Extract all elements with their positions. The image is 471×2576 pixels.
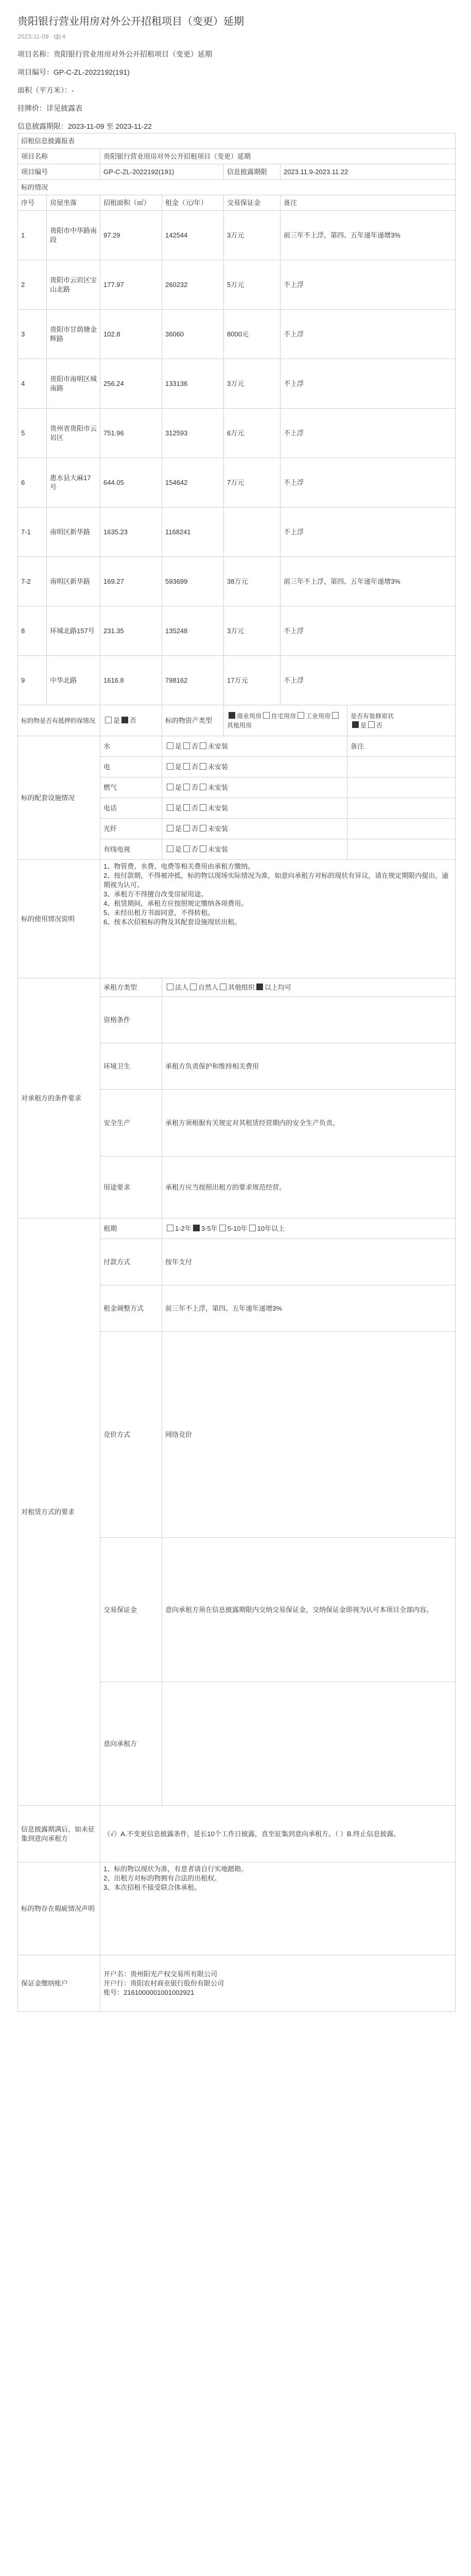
defect-item: 3、本次招租不接受联合体承租。 <box>103 1884 201 1891</box>
cell-deposit: 3万元 <box>224 606 281 656</box>
cell-note: 不上浮 <box>281 409 456 458</box>
info-line: 项目编号：GP-C-ZL-2022192(191) <box>18 68 130 76</box>
checkbox[interactable] <box>200 742 206 749</box>
expiry-text: （√）A.不变更信息披露条件，延长10个工作日披露，直至征集到意向承租方。（ ）B.终止信息披露。 <box>100 1806 456 1862</box>
term-label: 1-2年 <box>175 1224 191 1232</box>
facility-row <box>18 736 456 757</box>
cell-rent: 135248 <box>162 606 224 656</box>
cell-loc: 环城北路157号 <box>47 606 100 656</box>
cell-note: 不上浮 <box>281 260 456 310</box>
checkbox[interactable] <box>167 742 173 749</box>
term-label: 10年以上 <box>257 1224 285 1232</box>
cell-rent: 133136 <box>162 359 224 409</box>
cell-area: 102.8 <box>100 310 162 359</box>
label-facilities: 标的配套设施情况 <box>18 736 100 860</box>
col-header: 房屋坐落 <box>47 195 100 211</box>
facility-name: 光纤 <box>100 819 162 839</box>
eye-icon <box>54 35 61 39</box>
col-header: 备注 <box>281 195 456 211</box>
facility-name: 燃气 <box>100 777 162 798</box>
facility-opts <box>162 777 347 798</box>
label-decor: 是否有装修原状 <box>351 712 394 720</box>
opt-no: 否 <box>376 721 383 729</box>
label-use: 用途要求 <box>100 1157 162 1218</box>
checkbox[interactable] <box>183 763 190 770</box>
opt-yes: 是 <box>113 716 120 724</box>
opt-label: 是 <box>175 804 182 812</box>
label-expiry: 信息披露期满后，如未征集到意向承租方 <box>18 1806 100 1862</box>
info-line: 信息披露期限：2023-11-09 至 2023-11-22 <box>18 122 152 130</box>
account-bank: 开户行：贵阳农村商业银行股份有限公司 <box>103 1979 224 1987</box>
opt-label: 否 <box>191 824 199 833</box>
facility-remark <box>347 839 456 860</box>
type-label: 以上均可 <box>265 983 292 991</box>
type-label: 法人 <box>175 983 189 991</box>
cell-no: 8 <box>18 606 47 656</box>
cell-no: 6 <box>18 458 47 507</box>
cell-note: 不上浮 <box>281 656 456 705</box>
facility-name: 电话 <box>100 798 162 819</box>
cell-rent: 142544 <box>162 211 224 260</box>
cell-loc: 惠水县大麻17号 <box>47 458 100 507</box>
opt-label: 否 <box>191 804 199 812</box>
opt-label: 是 <box>175 742 182 750</box>
table-row <box>18 359 456 409</box>
cell-deposit: 3万元 <box>224 359 281 409</box>
cell-loc: 贵州省贵阳市云岩区 <box>47 409 100 458</box>
cell-deposit: 17万元 <box>224 656 281 705</box>
checkbox[interactable] <box>368 721 375 728</box>
checkbox[interactable] <box>167 825 173 832</box>
mortgage-opts <box>100 705 162 736</box>
cell-no: 3 <box>18 310 47 359</box>
method: 网络竞价 <box>162 1332 456 1538</box>
defect-item: 1、标的物以现状为准，有意者请自行实地踏勘。 <box>103 1865 248 1873</box>
cell-deposit: 7万元 <box>224 458 281 507</box>
opt-label: 是 <box>175 762 182 771</box>
checkbox[interactable] <box>220 984 226 990</box>
table-row <box>18 310 456 359</box>
table-row <box>18 458 456 507</box>
checkbox[interactable] <box>352 721 359 728</box>
col-header: 交易保证金 <box>224 195 281 211</box>
label-requirements: 对承租方的条件要求 <box>18 978 100 1218</box>
opt-label: 未安装 <box>208 845 229 853</box>
checkbox[interactable] <box>200 825 206 832</box>
cell-rent: 1168241 <box>162 507 224 557</box>
checkbox[interactable] <box>167 784 173 790</box>
targets-header <box>18 195 456 211</box>
cell-deposit: 8000元 <box>224 310 281 359</box>
project-name: 贵阳银行营业用房对外公开招租项目（变更）延期 <box>100 149 456 164</box>
label-rules: 租金调整方式 <box>100 1285 162 1332</box>
publish-date: 2023-11-09 <box>18 33 49 40</box>
facility-name: 水 <box>100 736 162 757</box>
term-label: 3-5年 <box>201 1224 218 1232</box>
project-no: GP-C-ZL-2022192(191) <box>100 164 224 180</box>
label-safety: 安全生产 <box>100 1090 162 1157</box>
env: 承租方负责保护和维持相关费用 <box>162 1043 456 1090</box>
page-title: 贵阳银行营业用房对外公开招租项目（变更）延期 <box>18 16 244 27</box>
account-info <box>100 1955 456 2012</box>
cell-note: 不上浮 <box>281 606 456 656</box>
asset-types <box>224 705 347 736</box>
table-row <box>18 557 456 606</box>
req-types <box>162 978 456 997</box>
cell-note: 前三年不上浮，第四、五年递年递增3% <box>281 211 456 260</box>
opt-yes: 是 <box>360 721 367 729</box>
usage-item: 3、承租方不得擅自改变房屋用途。 <box>103 890 208 898</box>
cell-area: 256.24 <box>100 359 162 409</box>
facilities-body <box>18 736 456 860</box>
defects-text <box>100 1862 456 1955</box>
opt-label: 否 <box>191 845 199 853</box>
facility-remark: 备注 <box>347 736 456 757</box>
type-label: 工业用房 <box>306 712 331 720</box>
checkbox[interactable] <box>298 712 304 719</box>
account-name: 开户名：贵州阳光产权交易所有限公司 <box>103 1970 218 1978</box>
col-header: 序号 <box>18 195 47 211</box>
cell-area: 169.27 <box>100 557 162 606</box>
cell-area: 177.97 <box>100 260 162 310</box>
cell-loc: 贵阳市云岩区宝山北路 <box>47 260 100 310</box>
checkbox[interactable] <box>167 1225 173 1231</box>
opt-label: 未安装 <box>208 824 229 833</box>
checkbox[interactable] <box>249 1225 256 1231</box>
info-lines <box>18 49 456 131</box>
type-label: 其他用房 <box>227 721 252 729</box>
cell-no: 1 <box>18 211 47 260</box>
table-row <box>18 507 456 557</box>
info-line: 面积（平方米）：- <box>18 86 74 94</box>
table-row <box>18 606 456 656</box>
table-row <box>18 260 456 310</box>
checkbox[interactable] <box>190 984 197 990</box>
label-bidder: 意向承租方 <box>100 1682 162 1806</box>
facility-opts <box>162 757 347 777</box>
opt-label: 否 <box>191 742 199 750</box>
cell-rent: 154642 <box>162 458 224 507</box>
checkbox[interactable] <box>183 845 190 852</box>
checkbox[interactable] <box>121 717 128 723</box>
label-defects: 标的物存在瑕疵情况声明 <box>18 1862 100 1955</box>
checkbox[interactable] <box>167 984 173 990</box>
checkbox[interactable] <box>200 784 206 790</box>
opt-no: 否 <box>130 716 137 724</box>
label-deposit: 交易保证金 <box>100 1538 162 1682</box>
table-row <box>18 211 456 260</box>
cell-note: 不上浮 <box>281 458 456 507</box>
facility-remark <box>347 819 456 839</box>
account-no: 账号：2161000001001002921 <box>103 1988 195 1996</box>
label-asset-type: 标的物资产类型 <box>162 705 224 736</box>
disclosure-table <box>18 133 456 2012</box>
cell-loc: 贵阳市中华路南段 <box>47 211 100 260</box>
cell-no: 2 <box>18 260 47 310</box>
use-req: 承租方应当按照出租方的要求规范经营。 <box>162 1157 456 1218</box>
opt-label: 否 <box>191 783 199 791</box>
cell-no: 7-2 <box>18 557 47 606</box>
header <box>0 0 471 131</box>
cell-rent: 36060 <box>162 310 224 359</box>
label-project-no: 项目编号 <box>18 164 100 180</box>
views-count: 4 <box>62 33 66 40</box>
cell-rent: 593699 <box>162 557 224 606</box>
label-account: 保证金缴纳账户 <box>18 1955 100 2012</box>
disclosure-table-wrap <box>18 133 455 2012</box>
cell-no: 9 <box>18 656 47 705</box>
term-opts <box>162 1218 456 1239</box>
checkbox[interactable] <box>256 984 263 990</box>
opt-label: 否 <box>191 762 199 771</box>
cell-no: 5 <box>18 409 47 458</box>
cell-loc: 贵阳市甘荫塘金辉路 <box>47 310 100 359</box>
facility-opts <box>162 736 347 757</box>
usage-item: 6、按本次招租标的物及其配套设施现状出租。 <box>103 918 241 926</box>
rules: 前三年不上浮，第四、五年递年递增3% <box>162 1285 456 1332</box>
facility-remark <box>347 757 456 777</box>
label-lease: 对租赁方式的要求 <box>18 1218 100 1806</box>
usage-item: 2、按付款期，不得被冲抵，标的物以现场实际情况为准，如意向承租方对标的现状有异议，请在规定期限内提出，逾期视为认可。 <box>103 872 449 889</box>
targets-body <box>18 211 456 705</box>
opt-label: 未安装 <box>208 742 229 750</box>
label-env: 环境卫生 <box>100 1043 162 1090</box>
checkbox[interactable] <box>105 717 112 723</box>
cell-rent: 798162 <box>162 656 224 705</box>
cell-area: 1635.23 <box>100 507 162 557</box>
cell-area: 97.29 <box>100 211 162 260</box>
cell-area: 644.05 <box>100 458 162 507</box>
cell-note: 前三年不上浮，第四、五年递年递增3% <box>281 557 456 606</box>
label-usage: 标的使用情况说明 <box>18 860 100 978</box>
table-header: 招租信息披露报表 <box>18 133 456 149</box>
opt-label: 是 <box>175 845 182 853</box>
checkbox[interactable] <box>167 804 173 811</box>
table-row <box>18 409 456 458</box>
usage-text <box>100 860 456 978</box>
deposit-rule: 意向承租方须在信息披露期限内交纳交易保证金，交纳保证金即视为认可本项目全部内容。 <box>162 1538 456 1682</box>
pay: 按年支付 <box>162 1239 456 1285</box>
section-targets: 标的情况 <box>18 180 456 195</box>
type-label: 住宅用房 <box>271 712 296 720</box>
label-method: 竞价方式 <box>100 1332 162 1538</box>
label-term: 租期 <box>100 1218 162 1239</box>
usage-item: 5、未经出租方书面同意，不得转租。 <box>103 909 215 917</box>
defect-item: 2、出租方对标的物拥有合法的出租权。 <box>103 1874 221 1882</box>
type-label: 自然人 <box>198 983 219 991</box>
cell-no: 7-1 <box>18 507 47 557</box>
info-line: 项目名称：贵阳银行营业用房对外公开招租项目（变更）延期 <box>18 50 212 58</box>
cell-rent: 312593 <box>162 409 224 458</box>
views <box>54 33 66 40</box>
safety: 承租方须根据有关规定对其租赁经营期内的安全生产负责。 <box>162 1090 456 1157</box>
cell-loc: 贵阳市南明区城南路 <box>47 359 100 409</box>
cell-note: 不上浮 <box>281 359 456 409</box>
facility-name: 有线电视 <box>100 839 162 860</box>
type-label: 商业用房 <box>237 712 262 720</box>
checkbox[interactable] <box>229 712 235 719</box>
checkbox[interactable] <box>200 804 206 811</box>
checkbox[interactable] <box>167 763 173 770</box>
checkbox[interactable] <box>332 712 339 719</box>
opt-label: 是 <box>175 783 182 791</box>
cell-deposit: 6万元 <box>224 409 281 458</box>
label-period: 信息披露期限 <box>224 164 281 180</box>
label-project-name: 项目名称 <box>18 149 100 164</box>
opt-label: 是 <box>175 824 182 833</box>
cell-deposit <box>224 507 281 557</box>
decor-opts <box>347 705 456 736</box>
cell-note: 不上浮 <box>281 507 456 557</box>
opt-label: 未安装 <box>208 762 229 771</box>
cell-area: 231.35 <box>100 606 162 656</box>
cell-area: 751.96 <box>100 409 162 458</box>
facility-name: 电 <box>100 757 162 777</box>
checkbox[interactable] <box>263 712 270 719</box>
cell-deposit: 38万元 <box>224 557 281 606</box>
checkbox[interactable] <box>193 1225 200 1231</box>
label-qual: 资格条件 <box>100 997 162 1043</box>
usage-item: 4、租赁期间，承租方应按照规定缴纳各项费用。 <box>103 900 248 907</box>
facility-opts <box>162 798 347 819</box>
meta-row <box>18 32 456 41</box>
usage-item: 1、物管费、水费、电费等相关费用由承租方缴纳。 <box>103 862 255 870</box>
facility-remark <box>347 777 456 798</box>
cell-deposit: 3万元 <box>224 211 281 260</box>
term-label: 5-10年 <box>227 1224 248 1232</box>
cell-note: 不上浮 <box>281 310 456 359</box>
cell-rent: 260232 <box>162 260 224 310</box>
info-line: 挂牌价：详见披露表 <box>18 104 82 112</box>
bidder-note <box>162 1682 456 1806</box>
facility-opts <box>162 819 347 839</box>
col-header: 招租面积（㎡） <box>100 195 162 211</box>
table-row <box>18 656 456 705</box>
label-pay: 付款方式 <box>100 1239 162 1285</box>
checkbox[interactable] <box>200 845 206 852</box>
period: 2023.11.9-2023.11.22 <box>281 164 456 180</box>
checkbox[interactable] <box>183 825 190 832</box>
label-mortgage: 标的物是否有抵押的保情况 <box>18 705 100 736</box>
label-type: 承租方类型 <box>100 978 162 997</box>
checkbox[interactable] <box>167 845 173 852</box>
cell-area: 1616.8 <box>100 656 162 705</box>
opt-label: 未安装 <box>208 804 229 812</box>
cell-deposit: 5万元 <box>224 260 281 310</box>
checkbox[interactable] <box>219 1225 226 1231</box>
checkbox[interactable] <box>183 742 190 749</box>
cell-loc: 南明区新华路 <box>47 557 100 606</box>
cell-loc: 中华北路 <box>47 656 100 705</box>
cell-no: 4 <box>18 359 47 409</box>
facility-remark <box>347 798 456 819</box>
checkbox[interactable] <box>183 804 190 811</box>
col-header: 租金（元/年） <box>162 195 224 211</box>
facility-opts <box>162 839 347 860</box>
checkbox[interactable] <box>200 763 206 770</box>
checkbox[interactable] <box>183 784 190 790</box>
type-label: 其他组织 <box>228 983 255 991</box>
cell-loc: 南明区新华路 <box>47 507 100 557</box>
qual <box>162 997 456 1043</box>
opt-label: 未安装 <box>208 783 229 791</box>
